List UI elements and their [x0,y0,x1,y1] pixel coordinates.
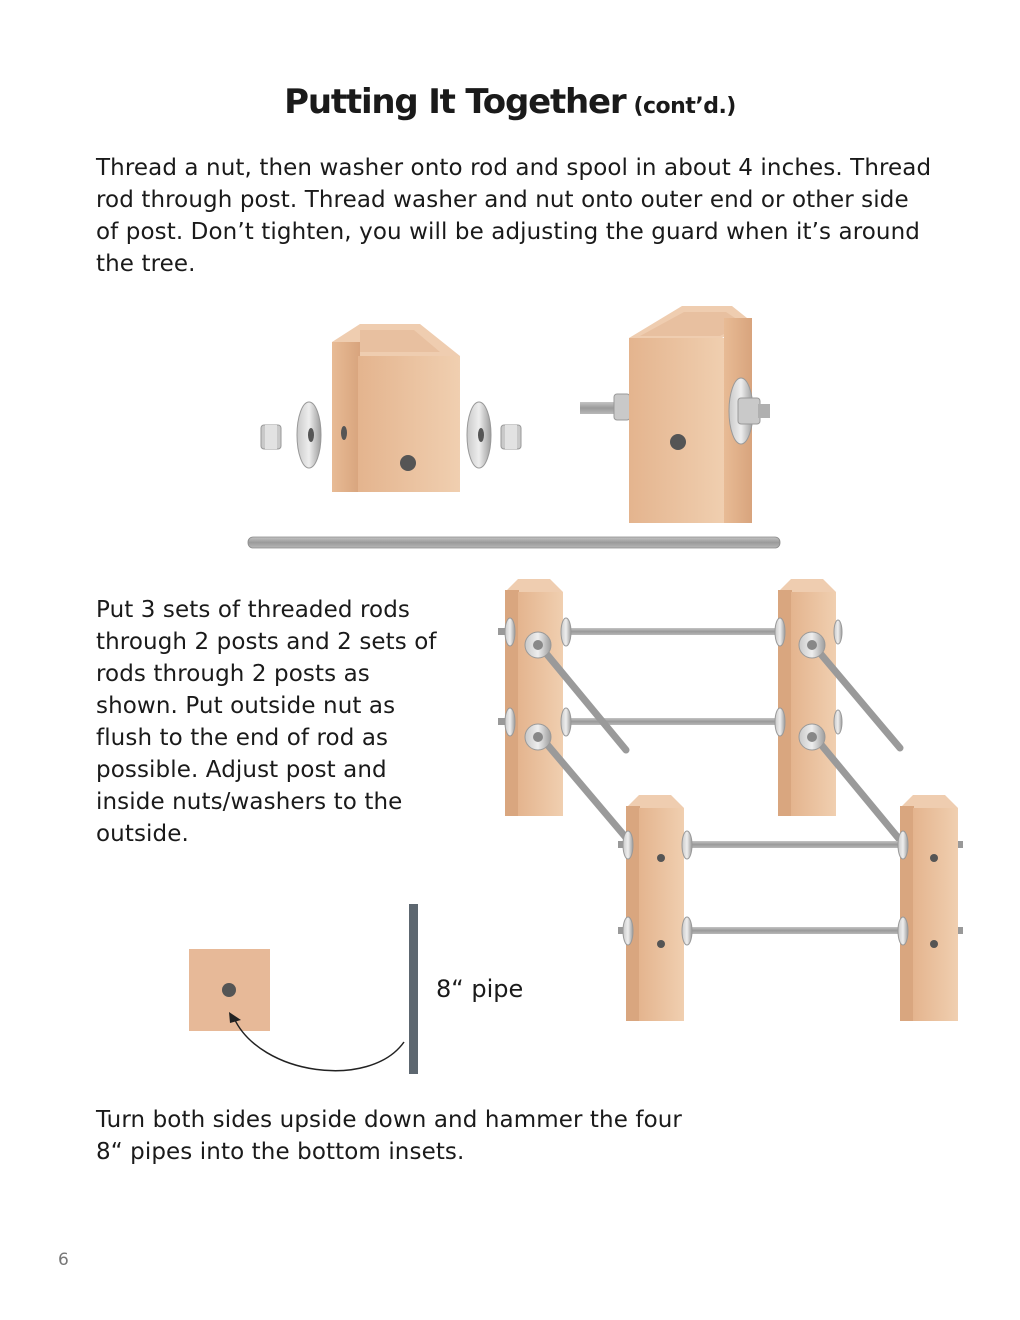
pipe-label: 8“ pipe [436,975,524,1003]
rod-back-top [565,628,779,635]
title-sub: (cont’d.) [633,94,736,119]
bottom-inset-hole [222,983,236,997]
washer-right [467,402,491,468]
post-exploded [332,324,460,492]
title-main: Putting It Together [284,82,626,122]
rod-front-top [686,841,902,848]
pipe [409,904,418,1074]
post-back-left [505,579,563,816]
post-front-left [626,795,684,1021]
instruction-thread-rod: Thread a nut, then washer onto rod and spool in about 4 inches. Thread rod through post. Thread washer and nut onto outer end or other side of post. Don’t tighten, you will be adjusting the guard when it’s around the tree. [96,155,932,277]
washer-left [297,402,321,468]
page-number: 6 [58,1250,69,1270]
exploded-post-diagram [261,324,521,492]
nut-right [501,425,521,449]
instruction-insert-pipes: Turn both sides upside down and hammer the four 8“ pipes into the bottom insets. [96,1107,682,1165]
nut-left [261,425,281,449]
post-front-right [900,795,958,1021]
post-back-right [778,579,836,816]
frame-assembly-diagram [498,579,963,1021]
pipe-insertion-diagram [189,904,418,1074]
assembled-post-diagram [580,306,770,523]
rod-front-bottom [686,927,902,934]
threaded-rod [248,537,780,548]
instruction-assemble-rods: Put 3 sets of threaded rods through 2 posts and 2 sets of rods through 2 posts as shown. Put outside nut as flush to the end of rod as possible. Adjust post and inside nuts/washers to the outside. [96,597,437,847]
